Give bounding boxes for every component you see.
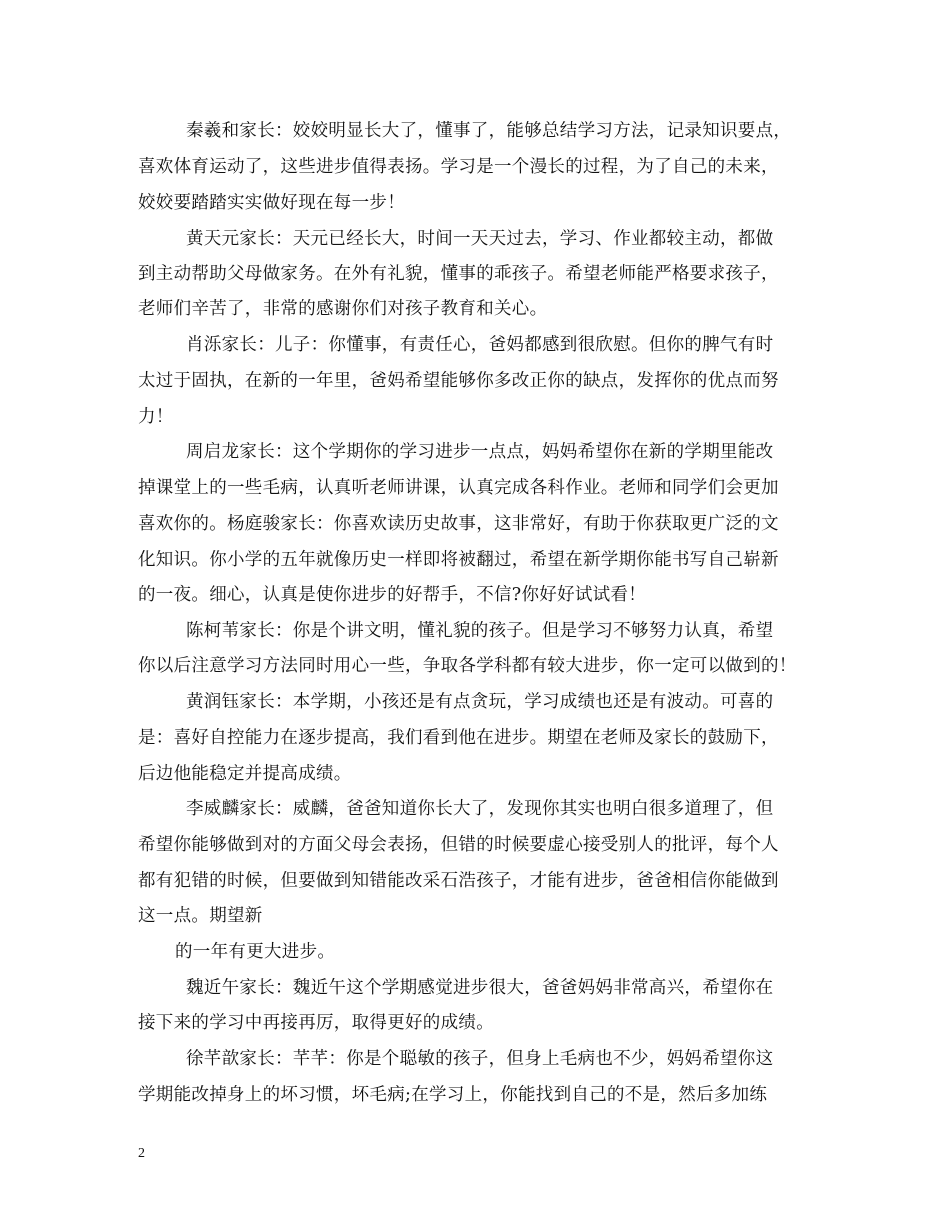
text-line: 陈柯苇家长：你是个讲文明，懂礼貌的孩子。但是学习不够努力认真，希望 bbox=[186, 621, 774, 641]
text-line: 的一夜。细心，认真是使你进步的好帮手，不信?你好好试试看！ bbox=[138, 585, 647, 605]
text-line: 化知识。你小学的五年就像历史一样即将被翻过，希望在新学期你能书写自己崭新 bbox=[138, 550, 779, 570]
text-line: 喜欢你的。杨庭骏家长：你喜欢读历史故事，这非常好，有助于你获取更广泛的文 bbox=[138, 514, 779, 534]
text-line: 周启龙家长：这个学期你的学习进步一点点，妈妈希望你在新的学期里能改 bbox=[186, 442, 774, 462]
text-line: 老师们辛苦了，非常的感谢你们对孩子教育和关心。 bbox=[138, 299, 548, 319]
text-line: 魏近午家长：魏近午这个学期感觉进步很大，爸爸妈妈非常高兴，希望你在 bbox=[186, 978, 774, 998]
text-line: 后边他能稳定并提高成绩。 bbox=[138, 764, 352, 784]
text-line: 徐芊歆家长：芊芊：你是个聪敏的孩子，但身上毛病也不少，妈妈希望你这 bbox=[186, 1049, 774, 1069]
text-line: 都有犯错的时候，但要做到知错能改采石浩孩子，才能有进步，爸爸相信你能做到 bbox=[138, 871, 779, 891]
page-number: 2 bbox=[138, 1146, 145, 1161]
text-line: 李威麟家长：威麟，爸爸知道你长大了，发现你其实也明白很多道理了，但 bbox=[186, 799, 774, 819]
text-line: 掉课堂上的一些毛病，认真听老师讲课，认真完成各科作业。老师和同学们会更加 bbox=[138, 478, 779, 498]
text-line: 学期能改掉身上的坏习惯，坏毛病;在学习上，你能找到自己的不是，然后多加练 bbox=[138, 1085, 768, 1105]
text-line: 喜欢体育运动了，这些进步值得表扬。学习是一个漫长的过程，为了自己的未来， bbox=[138, 157, 779, 177]
text-line: 这一点。期望新 bbox=[138, 906, 263, 926]
text-line: 太过于固执，在新的一年里，爸妈希望能够你多改正你的缺点，发挥你的优点而努 bbox=[138, 371, 779, 391]
text-line: 力！ bbox=[138, 407, 174, 427]
text-line: 是：喜好自控能力在逐步提高，我们看到他在进步。期望在老师及家长的鼓励下， bbox=[138, 728, 779, 748]
text-line: 到主动帮助父母做家务。在外有礼貌，懂事的乖孩子。希望老师能严格要求孩子， bbox=[138, 264, 779, 284]
text-line: 你以后注意学习方法同时用心一些，争取各学科都有较大进步，你一定可以做到的！ bbox=[138, 656, 797, 676]
text-line: 黄润钰家长：本学期，小孩还是有点贪玩，学习成绩也还是有波动。可喜的 bbox=[186, 692, 774, 712]
text-line: 接下来的学习中再接再厉，取得更好的成绩。 bbox=[138, 1013, 494, 1033]
text-line: 的一年有更大进步。 bbox=[175, 942, 336, 962]
text-line: 希望你能够做到对的方面父母会表扬，但错的时候要虚心接受别人的批评，每个人 bbox=[138, 835, 779, 855]
text-line: 姣姣要踏踏实实做好现在每一步！ bbox=[138, 193, 405, 213]
text-line: 肖泺家长：儿子：你懂事，有责任心，爸妈都感到很欣慰。但你的脾气有时 bbox=[186, 335, 774, 355]
text-line: 黄天元家长：天元已经长大，时间一天天过去，学习、作业都较主动，都做 bbox=[186, 229, 774, 249]
text-line: 秦羲和家长：姣姣明显长大了，懂事了，能够总结学习方法，记录知识要点， bbox=[186, 121, 792, 141]
